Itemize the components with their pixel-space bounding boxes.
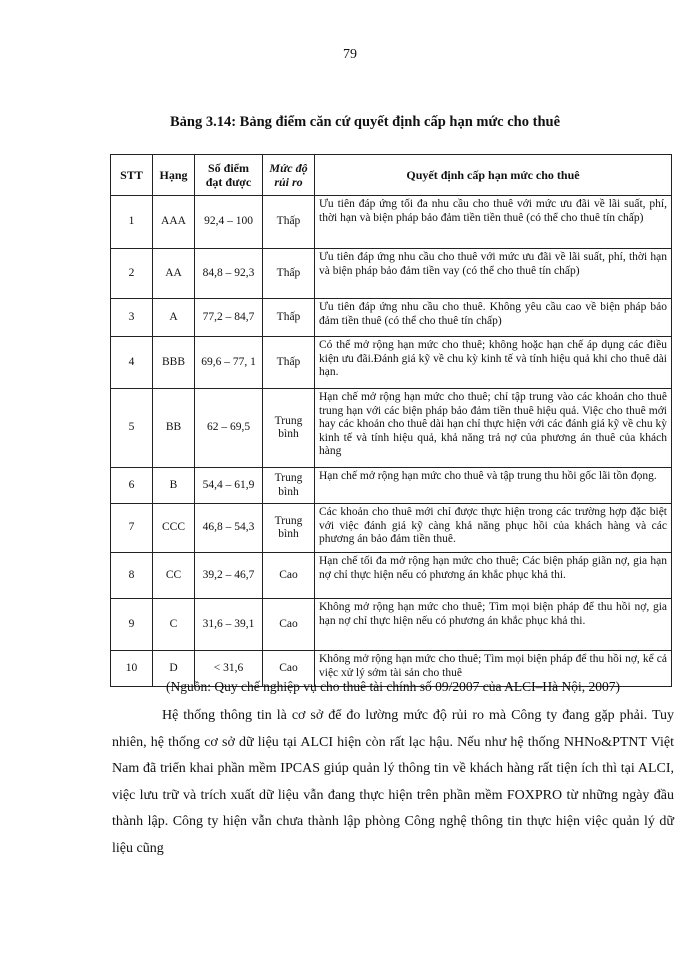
cell-rank: C	[153, 599, 195, 651]
header-score: Số điểm đạt được	[195, 155, 263, 196]
header-rank: Hạng	[153, 155, 195, 196]
cell-decision: Hạn chế mở rộng hạn mức cho thuê và tập trung thu hồi gốc lãi tồn đọng.	[315, 468, 672, 504]
cell-decision: Các khoản cho thuê mới chỉ được thực hiện trong các trường hợp đặc biệt với việc đánh giá kỹ càng khả năng phục hồi của khách hàng và các phương án bảo đảm tiền thuê.	[315, 504, 672, 553]
table-row	[111, 504, 672, 553]
cell-rank: B	[153, 468, 195, 504]
table-row	[111, 249, 672, 299]
table-row	[111, 468, 672, 504]
cell-risk: Thấp	[263, 249, 315, 299]
cell-risk: Thấp	[263, 337, 315, 389]
cell-stt: 8	[111, 553, 153, 599]
cell-decision: Không mở rộng hạn mức cho thuê; Tìm mọi biện pháp để thu hồi nợ, kể cả việc xử lý sớm tài sản cho thuê	[315, 651, 672, 687]
cell-stt: 9	[111, 599, 153, 651]
cell-stt: 4	[111, 337, 153, 389]
cell-decision: Hạn chế mở rộng hạn mức cho thuê; chỉ tập trung vào các khoản cho thuê trung hạn với các biện pháp bảo đảm tiền thuê hiệu quả. Việc cho thuê mới hay các khoản cho thuê dài hạn chỉ thực hiện với các đánh giá kỹ về chu kỳ kinh tế và tính hiệu quả, khả năng trả nợ của phương án thuê của khách hàng	[315, 389, 672, 468]
cell-score: 69,6 – 77, 1	[195, 337, 263, 389]
table-row	[111, 337, 672, 389]
cell-stt: 10	[111, 651, 153, 687]
cell-stt: 1	[111, 196, 153, 249]
cell-stt: 6	[111, 468, 153, 504]
cell-score: 54,4 – 61,9	[195, 468, 263, 504]
cell-rank: D	[153, 651, 195, 687]
cell-risk: Trung bình	[263, 389, 315, 468]
table-row	[111, 299, 672, 337]
source-note: (Nguồn: Quy chế nghiệp vụ cho thuê tài chính số 09/2007 của ALCI–Hà Nội, 2007)	[165, 679, 621, 694]
cell-decision: Hạn chế tối đa mở rộng hạn mức cho thuê; Các biện pháp giãn nợ, gia hạn nợ chỉ thực hiện nếu có phương án khắc phục khả thi.	[315, 553, 672, 599]
cell-risk: Cao	[263, 599, 315, 651]
cell-rank: A	[153, 299, 195, 337]
cell-risk: Thấp	[263, 196, 315, 249]
table-row	[111, 599, 672, 651]
cell-stt: 5	[111, 389, 153, 468]
table-header-row	[111, 155, 672, 196]
cell-stt: 7	[111, 504, 153, 553]
cell-decision: Không mở rộng hạn mức cho thuê; Tìm mọi biện pháp để thu hồi nợ, gia hạn nợ chỉ thực hiện nếu có phương án khắc phục khả thi.	[315, 599, 672, 651]
cell-stt: 3	[111, 299, 153, 337]
page-number: 79	[343, 47, 357, 62]
cell-score: 84,8 – 92,3	[195, 249, 263, 299]
cell-rank: CCC	[153, 504, 195, 553]
cell-rank: AA	[153, 249, 195, 299]
header-decision: Quyết định cấp hạn mức cho thuê	[315, 155, 672, 196]
cell-decision: Có thể mở rộng hạn mức cho thuê; không hoặc hạn chế áp dụng các điều kiện ưu đãi.Đánh giá kỹ về chu kỳ kinh tế và tính hiệu quả khi cho thuê dài hạn.	[315, 337, 672, 389]
cell-risk: Thấp	[263, 299, 315, 337]
credit-limit-table	[110, 154, 672, 687]
cell-decision: Ưu tiên đáp ứng tối đa nhu cầu cho thuê với mức ưu đãi về lãi suất, phí, thời hạn và biện pháp bảo đảm tiền tiền thuê (có thể cho thuê tín chấp)	[315, 196, 672, 249]
table-row	[111, 196, 672, 249]
cell-score: 39,2 – 46,7	[195, 553, 263, 599]
header-stt: STT	[111, 155, 153, 196]
cell-risk: Cao	[263, 553, 315, 599]
body-paragraph: Hệ thống thông tin là cơ sở để đo lường mức độ rủi ro mà Công ty đang gặp phải. Tuy nhiên, hệ thống cơ sở dữ liệu tại ALCI hiện còn rất lạc hậu. Nếu như hệ thống NHNo&PTNT Việt Nam đã triển khai phần mềm IPCAS giúp quản lý thông tin về khách hàng rất tiện ích thì tại ALCI, việc lưu trữ và trích xuất dữ liệu vẫn đang thực hiện trên phần mềm FOXPRO từ những ngày đầu thành lập. Công ty hiện vẫn chưa thành lập phòng Công nghệ thông tin thực hiện việc quản lý dữ liệu cũng	[112, 708, 674, 856]
cell-risk: Cao	[263, 651, 315, 687]
table-row	[111, 389, 672, 468]
table-title: Bảng 3.14: Bảng điểm căn cứ quyết định cấp hạn mức cho thuê	[169, 114, 561, 130]
header-risk: Mức độ rủi ro	[263, 155, 315, 196]
cell-score: 31,6 – 39,1	[195, 599, 263, 651]
cell-risk: Trung bình	[263, 504, 315, 553]
cell-stt: 2	[111, 249, 153, 299]
cell-rank: BB	[153, 389, 195, 468]
cell-score: 46,8 – 54,3	[195, 504, 263, 553]
cell-score: 92,4 – 100	[195, 196, 263, 249]
cell-rank: BBB	[153, 337, 195, 389]
cell-rank: CC	[153, 553, 195, 599]
cell-risk: Trung bình	[263, 468, 315, 504]
cell-score: < 31,6	[195, 651, 263, 687]
cell-score: 77,2 – 84,7	[195, 299, 263, 337]
cell-score: 62 – 69,5	[195, 389, 263, 468]
table-row	[111, 553, 672, 599]
cell-decision: Ưu tiên đáp ứng nhu cầu cho thuê. Không yêu cầu cao về biện pháp bảo đảm tiền thuê (có thể cho thuê tín chấp)	[315, 299, 672, 337]
cell-rank: AAA	[153, 196, 195, 249]
cell-decision: Ưu tiên đáp ứng nhu cầu cho thuê với mức ưu đãi về lãi suất, phí, thời hạn và biện pháp bảo đảm tiền vay (có thể cho thuê tín chấp)	[315, 249, 672, 299]
